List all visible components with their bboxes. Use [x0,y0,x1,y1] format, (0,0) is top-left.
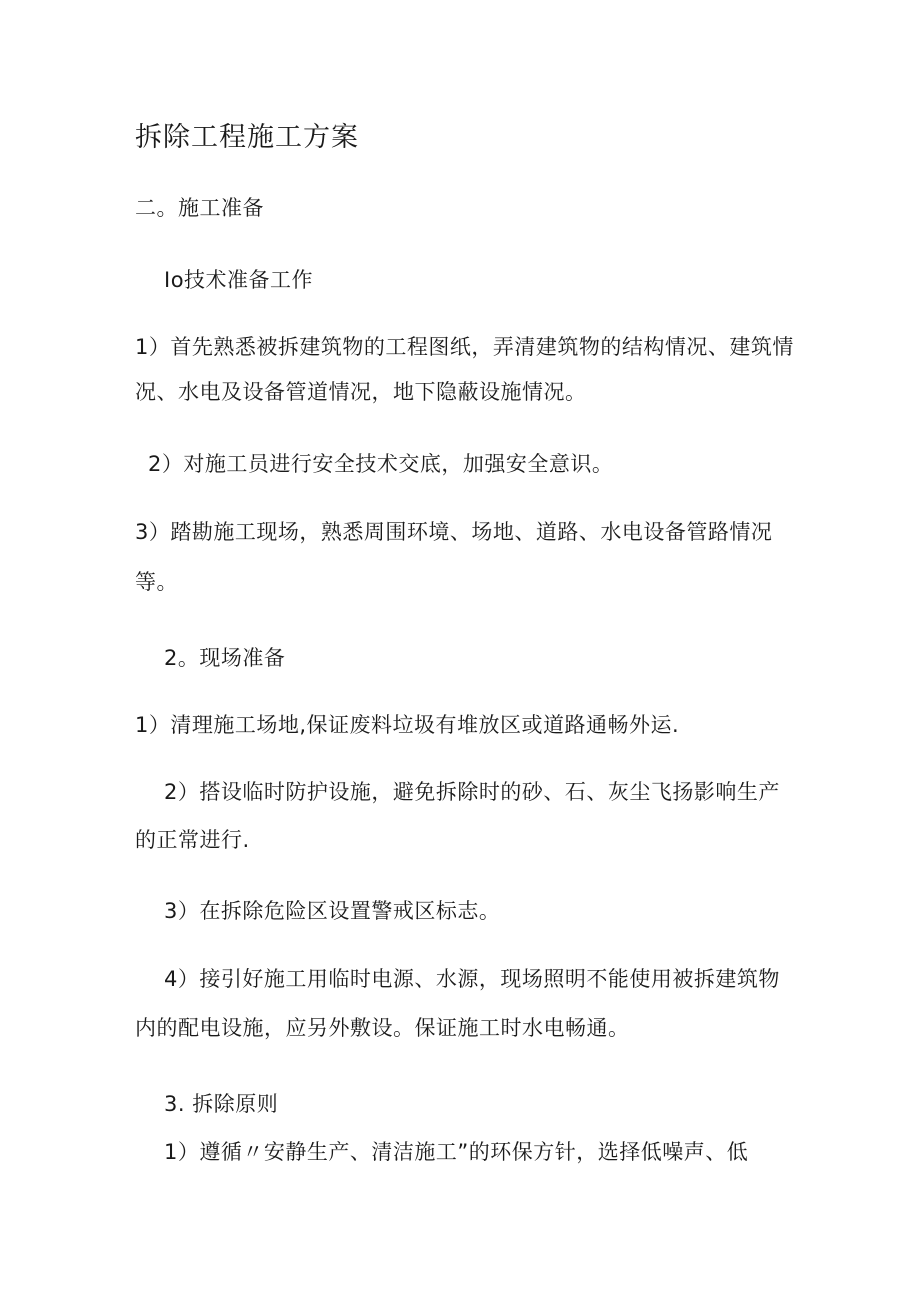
section-heading: 二。施工准备 [135,196,264,220]
principles-heading: 3. 拆除原则 [164,1092,279,1116]
paragraph-line: 1）首先熟悉被拆建筑物的工程图纸，弄清建筑物的结构情况、建筑情 [135,335,794,359]
site-prep-heading: 2。现场准备 [164,646,286,670]
tech-prep-heading: Io技术准备工作 [164,268,314,292]
paragraph-line: 的正常进行. [135,828,250,852]
paragraph-line: 3）在拆除危险区设置警戒区标志。 [164,899,501,923]
paragraph-line: 内的配电设施，应另外敷设。保证施工时水电畅通。 [135,1016,630,1040]
paragraph-line: 等。 [135,570,178,594]
paragraph-line: 2）搭设临时防护设施，避免拆除时的砂、石、灰尘飞扬影响生产 [164,780,780,804]
paragraph-line: 1）遵循〃安静生产、清洁施工”的环保方针，选择低噪声、低 [164,1140,749,1164]
paragraph-line: 2）对施工员进行安全技术交底，加强安全意识。 [148,452,614,476]
document-title: 拆除工程施工方案 [135,122,359,153]
paragraph-line: 况、水电及设备管道情况，地下隐蔽设施情况。 [135,380,587,404]
paragraph-line: 1）清理施工场地,保证废料垃圾有堆放区或道路通畅外运. [135,713,680,737]
paragraph-line: 3）踏勘施工现场，熟悉周围环境、场地、道路、水电设备管路情况 [135,520,773,544]
paragraph-line: 4）接引好施工用临时电源、水源，现场照明不能使用被拆建筑物 [164,967,780,991]
